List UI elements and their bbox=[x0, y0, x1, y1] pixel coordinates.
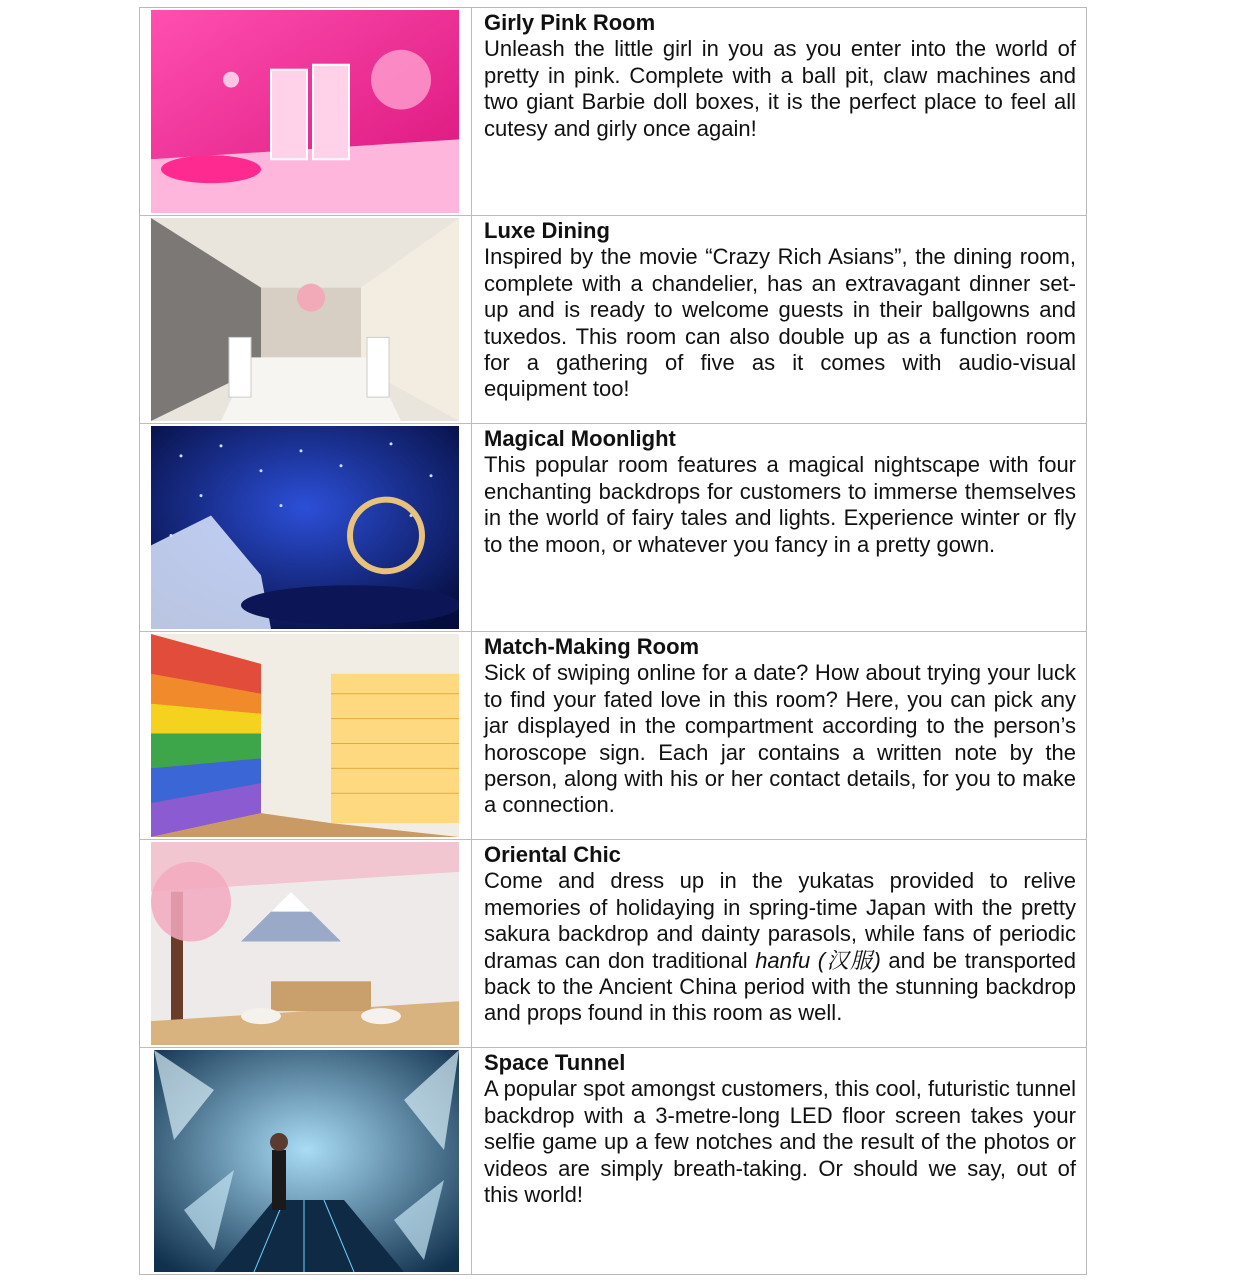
table-row bbox=[140, 840, 1086, 1048]
room-title: Luxe Dining bbox=[484, 218, 610, 243]
room-description: A popular spot amongst customers, this cool, futuristic tunnel backdrop with a 3-metre-long LED floor screen takes your selfie game up a few notches and the result of the photos or videos are simply breath-taking. Or should we say, out of this world! bbox=[484, 1076, 1076, 1208]
room-description: Sick of swiping online for a date? How about trying your luck to find your fated love in this room? Here, you can pick any jar displayed in the compartment according to the person’s horoscope sign. Each jar contains a written note by the person, along with his or her contact details, for you to make a connection. bbox=[484, 660, 1076, 818]
room-title: Match-Making Room bbox=[484, 634, 700, 659]
hanfu-term: hanfu (汉服) bbox=[755, 947, 881, 973]
space-tunnel-photo bbox=[154, 1050, 459, 1272]
room-title: Magical Moonlight bbox=[484, 426, 676, 451]
room-table bbox=[139, 7, 1087, 1275]
room-description: Inspired by the movie “Crazy Rich Asians”, the dining room, complete with a chandelier, has an extravagant dinner set-up and is ready to welcome guests in their ballgowns and tuxedos. This room can also double up as a function room for a gathering of five as it comes with audio-visual equipment too! bbox=[484, 244, 1076, 402]
room-description: Unleash the little girl in you as you enter into the world of pretty in pink. Complete with a ball pit, claw machines and two giant Barbie doll boxes, it is the perfect place to feel all cutesy and girly once again! bbox=[484, 36, 1076, 141]
room-title: Girly Pink Room bbox=[484, 10, 656, 35]
room-title: Oriental Chic bbox=[484, 842, 621, 867]
room-description: This popular room features a magical nightscape with four enchanting backdrops for customers to immerse themselves in the world of fairy tales and lights. Experience winter or fly to the moon, or whatever you fancy in a pretty gown. bbox=[484, 452, 1076, 557]
room-title: Space Tunnel bbox=[484, 1050, 626, 1075]
magical-moonlight-photo bbox=[151, 426, 459, 629]
table-row bbox=[140, 8, 1086, 216]
table-row bbox=[140, 1048, 1086, 1274]
table-row bbox=[140, 424, 1086, 632]
room-description: Come and dress up in the yukatas provided to relive memories of holidaying in spring-time Japan with the pretty sakura backdrop and dainty parasols, while fans of periodic dramas can don traditional hanfu (汉服) and be transported back to the Ancient China period with the stunning backdrop and props found in this room as well. bbox=[484, 868, 1076, 1026]
luxe-dining-photo bbox=[151, 218, 459, 421]
oriental-chic-photo bbox=[151, 842, 459, 1045]
table-row bbox=[140, 216, 1086, 424]
girly-pink-room-photo bbox=[151, 10, 459, 213]
match-making-room-photo bbox=[151, 634, 459, 837]
table-row bbox=[140, 632, 1086, 840]
